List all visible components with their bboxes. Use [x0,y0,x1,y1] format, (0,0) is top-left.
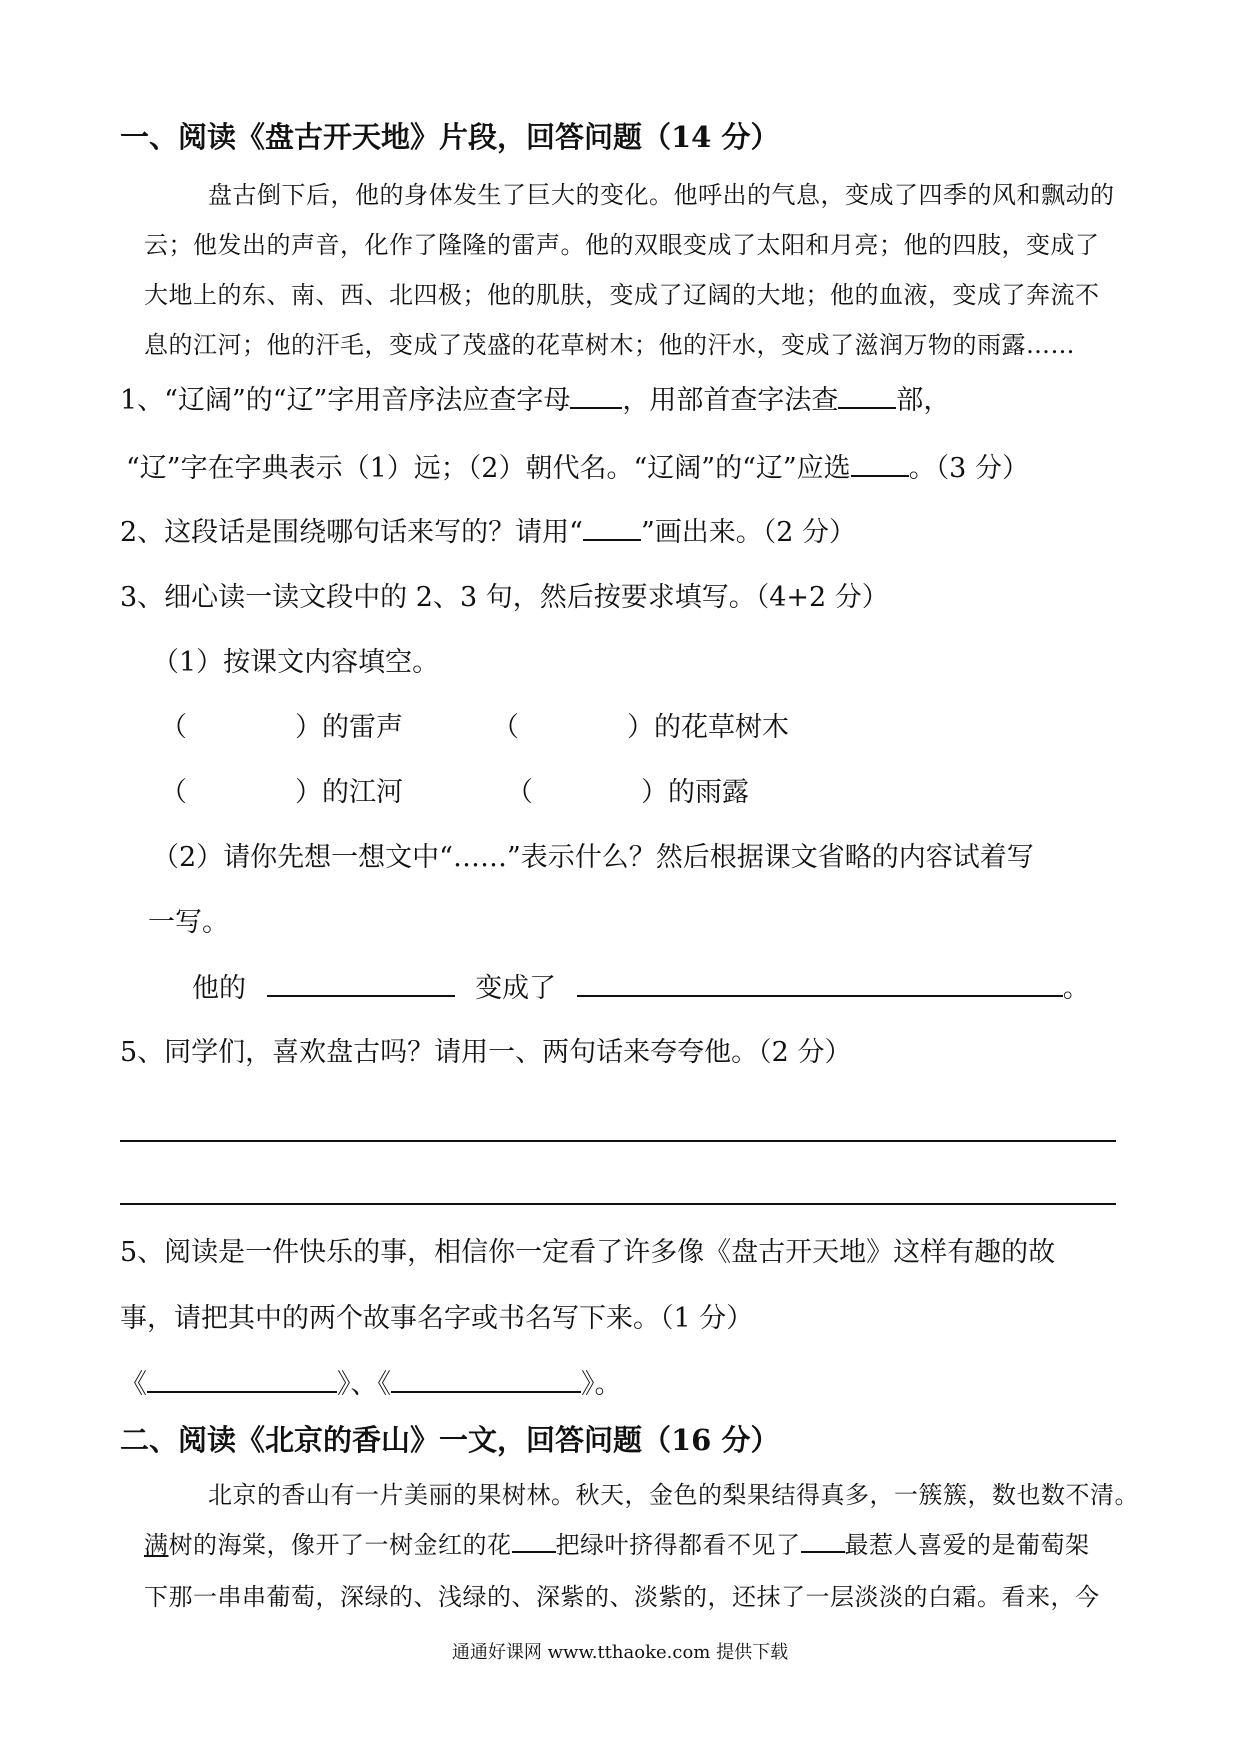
q1-text-a: 1、“辽阔”的“辽”字用音序法应查字母 [120,385,571,416]
q1-blank-meaning[interactable] [851,474,909,477]
book-title-blank-1[interactable] [147,1390,337,1393]
q1-blank-radical[interactable] [838,406,896,409]
passage2-text-c: 最惹人喜爱的是葡萄架 [844,1531,1090,1559]
passage2-line [144,1525,1090,1560]
book-sep: 》、《 [337,1369,391,1400]
question-5-reading-line1: 5、阅读是一件快乐的事，相信你一定看了许多像《盘古开天地》这样有趣的故 [120,1237,1056,1268]
fill-close: ）的江河 [295,777,403,808]
fill-close: ）的雷声 [295,712,403,743]
question-3-sub2-cont: 一写。 [148,907,229,938]
underlined-char: 满 [144,1531,169,1559]
fill-blank-plants[interactable] [522,708,622,734]
answer-line[interactable] [120,1140,1116,1142]
question-2 [120,510,856,549]
passage2-text-a: 树的海棠，像开了一树金红的花 [168,1531,512,1559]
question-5-praise: 5、同学们，喜欢盘古吗？请用一、两句话来夸夸他。（2 分） [120,1037,852,1068]
fill-close: ）的花草树木 [627,712,789,743]
q2-text-a: 2、这段话是围绕哪句话来写的？请用“ [120,517,583,548]
punct-blank-1[interactable] [512,1550,556,1553]
fill-close: ）的雨露 [641,777,749,808]
question-1-line2 [126,446,1029,485]
q1-text-b: ，用部首查字法查 [622,385,839,416]
fill-blank-rivers[interactable] [190,773,290,799]
question-3-title: 3、细心读一读文段中的 2、3 句，然后按要求填写。（4+2 分） [120,582,889,613]
fill-blank-rain[interactable] [536,773,636,799]
book-titles-line [120,1362,622,1401]
book-title-blank-2[interactable] [391,1390,581,1393]
question-3-sub1: （1）按课文内容填空。 [152,647,440,678]
fill-open: （ [506,777,533,808]
fill-open: （ [492,712,519,743]
q1-text-c: 部， [896,385,951,416]
passage-line: 大地上的东、南、西、北四极；他的肌肤，变成了辽阔的大地；他的血液，变成了奔流不 [144,281,1100,309]
q2-underline-sample [583,538,641,541]
fill-blank-thunder[interactable] [190,708,290,734]
q1-text-e: 。（3 分） [908,453,1029,484]
passage-line: 盘古倒下后，他的身体发生了巨大的变化。他呼出的气息，变成了四季的风和飘动的 [208,181,1115,209]
question-3-sub2: （2）请你先想一想文中“……”表示什么？然后根据课文省略的内容试着写 [152,842,1034,873]
q2-text-b: ”画出来。（2 分） [640,517,857,548]
footer-credit: 通通好课网 www.tthaoke.com 提供下载 [451,1642,789,1663]
passage-line: 息的江河；他的汗毛，变成了茂盛的花草树木；他的汗水，变成了滋润万物的雨露…… [144,331,1075,359]
his-line [192,966,1090,1005]
section1-heading: 一、阅读《盘古开天地》片段，回答问题（14 分） [120,120,780,154]
q1-blank-letter[interactable] [570,406,622,409]
book-open: 《 [120,1369,147,1400]
period: 。 [1062,973,1090,1004]
answer-line[interactable] [120,1203,1116,1205]
became-blank[interactable] [577,994,1063,997]
his-blank[interactable] [267,994,455,997]
passage2-line: 北京的香山有一片美丽的果树林。秋天，金色的梨果结得真多，一簇簇，数也数不清。 [208,1481,1139,1509]
book-close: 》。 [581,1369,622,1400]
his-label: 他的 [192,973,246,1004]
passage-line: 云；他发出的声音，化作了隆隆的雷声。他的双眼变成了太阳和月亮；他的四肢，变成了 [144,231,1100,259]
punct-blank-2[interactable] [801,1550,845,1553]
fill-open: （ [160,712,187,743]
fill-open: （ [160,777,187,808]
passage2-text-b: 把绿叶挤得都看不见了 [555,1531,801,1559]
q1-text-d: “辽”字在字典表示（1）远；（2）朝代名。“辽阔”的“辽”应选 [126,453,851,484]
section2-heading: 二、阅读《北京的香山》一文，回答问题（16 分） [120,1423,780,1457]
question-5-reading-line2: 事，请把其中的两个故事名字或书名写下来。（1 分） [120,1303,754,1334]
became-label: 变成了 [475,973,557,1004]
passage2-line: 下那一串串葡萄，深绿的、浅绿的、深紫的、淡紫的，还抹了一层淡淡的白霜。看来，今 [144,1583,1100,1611]
question-1-line1 [120,378,950,417]
